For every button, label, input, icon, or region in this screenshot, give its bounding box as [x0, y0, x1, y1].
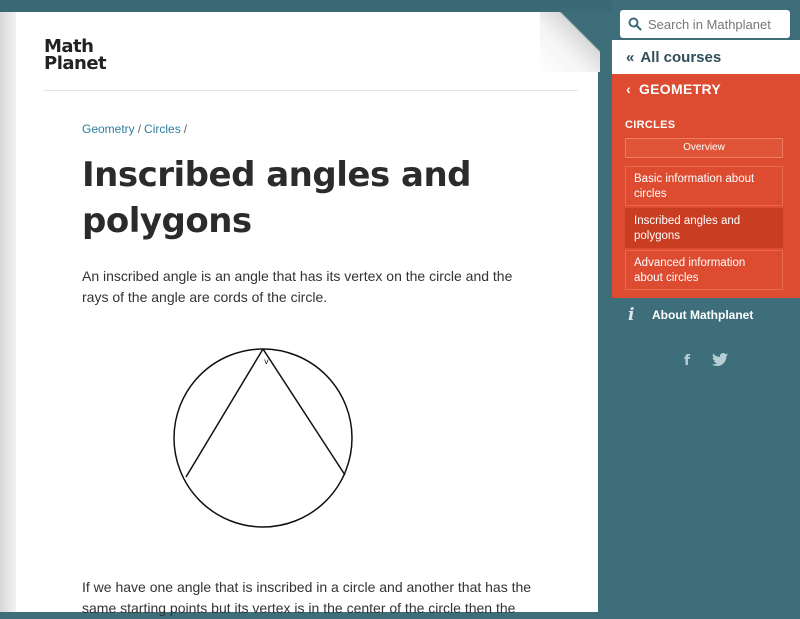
intro-paragraph: An inscribed angle is an angle that has its vertex on the circle and the rays of the angle are cords of the circle. [82, 268, 513, 305]
header-divider [44, 90, 578, 91]
info-icon: i [628, 305, 635, 325]
inscribed-angle-diagram [82, 332, 522, 552]
social-links [612, 348, 800, 374]
search-input[interactable] [648, 17, 778, 32]
breadcrumb-separator: / [183, 122, 188, 136]
chord-right [263, 349, 345, 475]
breadcrumb-separator: / [137, 122, 142, 136]
continuation-paragraph: If we have one angle that is inscribed in a circle and another that has the same starting points but its vertex is in the center of the circle then the [82, 579, 532, 616]
all-courses-link[interactable] [612, 40, 800, 74]
nav-item-inscribed-angles[interactable] [625, 208, 783, 248]
search-icon [628, 17, 642, 31]
nav-item-advanced-information[interactable] [625, 250, 783, 290]
breadcrumb-circles[interactable]: Circles [144, 122, 181, 136]
all-courses-label: All courses [640, 48, 722, 66]
page-title: Inscribed angles and polygons [82, 155, 472, 241]
sidebar [612, 0, 800, 600]
nav-item-label: Inscribed angles and polygons [634, 215, 741, 242]
mathplanet-logo[interactable] [44, 38, 114, 78]
inscribed-angle-figure [82, 332, 522, 552]
chord-left [186, 349, 263, 477]
overview-link[interactable]: Overview [625, 138, 783, 158]
facebook-icon[interactable]: f [683, 353, 691, 369]
twitter-bird-icon [712, 353, 728, 366]
logo-line2: Planet [44, 53, 107, 74]
nav-item-basic-information[interactable] [625, 166, 783, 206]
course-panel [612, 74, 800, 298]
vertex-label: v [264, 357, 269, 366]
course-header-geometry[interactable] [612, 74, 800, 104]
chevron-left-icon: ‹ [626, 81, 631, 97]
nav-item-label: Advanced information about circles [634, 257, 746, 284]
about-mathplanet-link[interactable] [612, 300, 800, 330]
page-curl [540, 12, 600, 72]
content-page [16, 12, 598, 616]
search-box[interactable] [620, 10, 790, 38]
course-label: GEOMETRY [638, 81, 721, 97]
twitter-icon[interactable] [712, 353, 728, 370]
logo-line1: Math [44, 36, 94, 57]
circle [174, 349, 352, 527]
section-header-circles: CIRCLES [625, 119, 676, 131]
nav-item-label: Basic information about circles [634, 173, 755, 200]
double-chevron-left-icon: « [626, 48, 635, 66]
about-label: About Mathplanet [652, 308, 754, 322]
breadcrumb [82, 122, 190, 136]
breadcrumb-geometry[interactable]: Geometry [82, 122, 135, 136]
